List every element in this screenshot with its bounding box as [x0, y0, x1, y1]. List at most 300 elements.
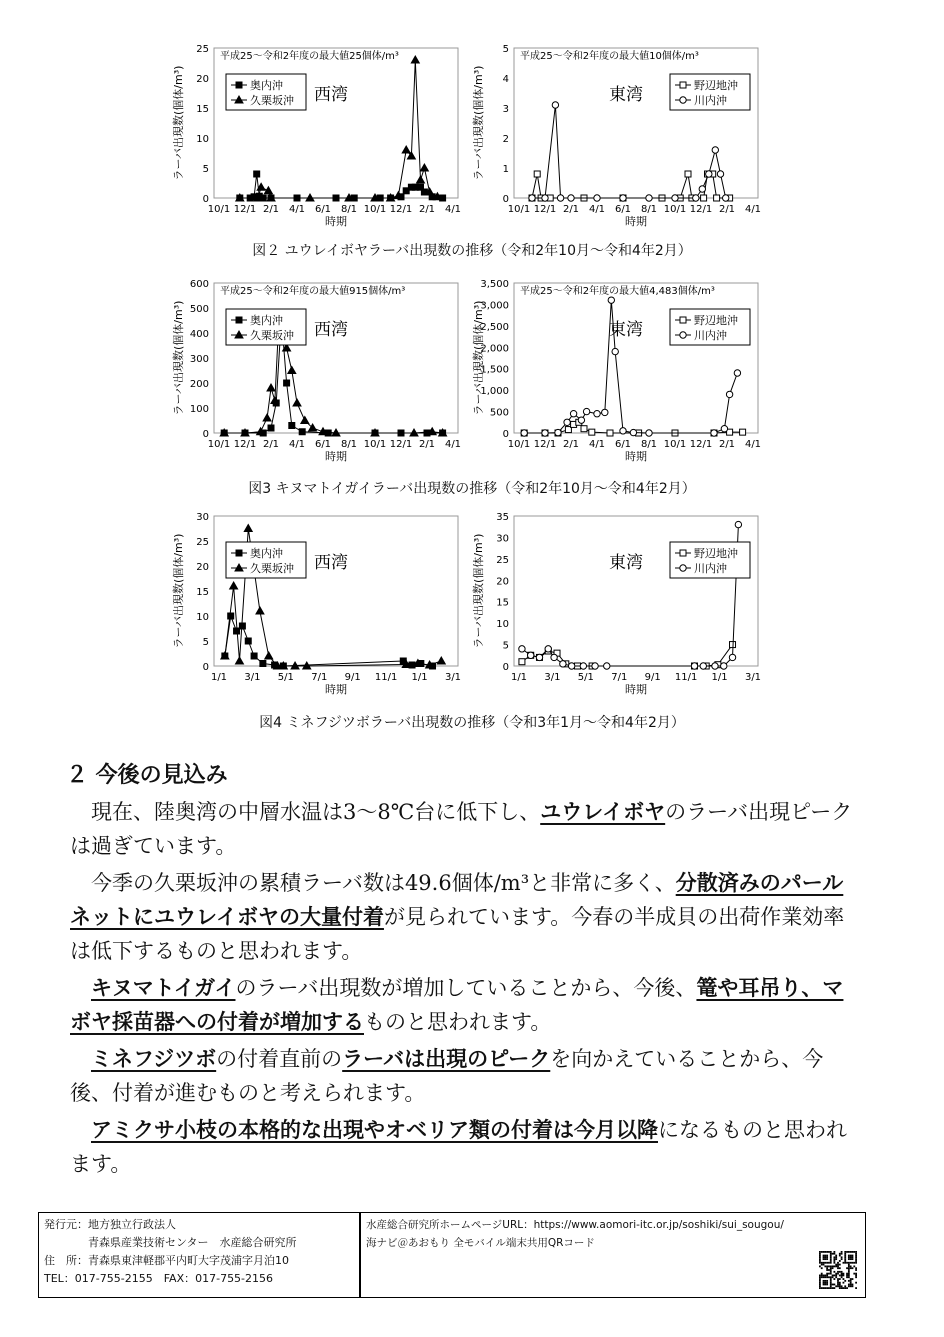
qr-module	[830, 1278, 832, 1280]
qr-module	[824, 1287, 826, 1289]
figure-2	[170, 40, 770, 240]
x-tick-label: 1/1	[411, 672, 428, 683]
y-tick-label: 10	[196, 134, 209, 145]
legend-entry: 奥内沖	[250, 547, 283, 560]
qr-module	[846, 1262, 848, 1264]
data-point	[607, 430, 613, 436]
qr-module	[855, 1275, 857, 1277]
qr-module	[844, 1260, 846, 1262]
qr-module	[833, 1256, 835, 1258]
data-point	[230, 582, 238, 589]
data-point	[726, 391, 732, 397]
qr-module	[826, 1275, 828, 1277]
data-point	[417, 176, 425, 183]
qr-module	[839, 1271, 841, 1273]
emphasis-text: 篭や耳吊り、マボヤ採苗器への付着が増加する	[70, 976, 844, 1034]
qr-module	[833, 1258, 835, 1260]
qr-module	[850, 1256, 852, 1258]
qr-module	[848, 1284, 850, 1286]
qr-module	[841, 1273, 843, 1275]
data-point	[420, 164, 428, 171]
qr-module	[833, 1271, 835, 1273]
qr-module	[832, 1265, 834, 1267]
y-tick-label: 25	[196, 537, 209, 548]
qr-module	[833, 1265, 835, 1267]
qr-module	[826, 1282, 828, 1284]
y-tick-label: 5	[502, 44, 509, 55]
legend-marker	[236, 550, 242, 556]
qr-module	[846, 1275, 848, 1277]
qr-module	[844, 1255, 846, 1257]
qr-module	[830, 1265, 832, 1267]
qr-module	[830, 1285, 832, 1287]
qr-module	[830, 1284, 832, 1286]
qr-module	[826, 1287, 828, 1289]
x-tick-label: 3/1	[244, 672, 261, 683]
y-tick-label: 0	[502, 194, 509, 205]
qr-module	[839, 1282, 841, 1284]
y-tick-label: 30	[196, 512, 209, 523]
paragraph	[70, 1113, 860, 1181]
x-tick-label: 7/1	[311, 672, 328, 683]
qr-module	[852, 1258, 854, 1260]
qr-module	[823, 1251, 825, 1253]
qr-module	[843, 1275, 845, 1277]
qr-module	[824, 1258, 826, 1260]
data-point	[519, 659, 525, 665]
x-tick-label: 12/1	[533, 439, 557, 450]
qr-module	[826, 1273, 828, 1275]
data-point	[228, 613, 234, 619]
x-tick-label: 2/1	[262, 439, 280, 450]
qr-module	[824, 1256, 826, 1258]
qr-module	[819, 1258, 821, 1260]
data-point	[594, 195, 600, 201]
qr-module	[839, 1284, 841, 1286]
qr-module	[824, 1284, 826, 1286]
data-point	[717, 171, 723, 177]
emphasis-text: キヌマトイガイ	[91, 976, 236, 1000]
qr-module	[850, 1280, 852, 1282]
qr-module	[819, 1287, 821, 1289]
qr-module	[835, 1264, 837, 1266]
data-point	[293, 399, 301, 406]
qr-module	[832, 1267, 834, 1269]
emphasis-text: ユウレイボヤ	[540, 800, 666, 824]
section-title: ２ 今後の見込み	[66, 763, 228, 788]
qr-module	[855, 1276, 857, 1278]
y-tick-label: 400	[189, 329, 209, 340]
qr-module	[855, 1258, 857, 1260]
qr-module	[824, 1262, 826, 1264]
x-tick-label: 4/1	[288, 204, 306, 215]
y-tick-label: 0	[202, 662, 209, 673]
qr-module	[832, 1275, 834, 1277]
qr-module	[839, 1285, 841, 1287]
y-tick-label: 0	[202, 429, 209, 440]
qr-module	[853, 1273, 855, 1275]
legend-marker	[680, 82, 686, 88]
x-tick-label: 4/1	[444, 204, 462, 215]
qr-module	[819, 1251, 821, 1253]
x-tick-label: 1/1	[510, 672, 528, 683]
paragraph	[70, 1042, 860, 1110]
plot-frame	[514, 516, 758, 666]
data-point	[545, 646, 551, 652]
chart-fig2-right	[470, 40, 770, 235]
emphasis-text: 分散済みのパールネットにユウレイボヤの大量付着	[70, 871, 844, 929]
qr-module	[830, 1280, 832, 1282]
qr-module	[852, 1255, 854, 1257]
legend-entry: 野辺地沖	[694, 79, 738, 92]
qr-module	[855, 1267, 857, 1269]
x-tick-label: 10/1	[663, 204, 687, 215]
qr-module	[823, 1280, 825, 1282]
qr-module	[830, 1253, 832, 1255]
qr-module	[839, 1253, 841, 1255]
y-tick-label: 10	[496, 619, 509, 631]
x-tick-label: 5/1	[277, 672, 294, 683]
qr-module	[841, 1256, 843, 1258]
data-point	[589, 429, 595, 435]
y-tick-label: 3,000	[480, 300, 509, 312]
qr-module	[824, 1280, 826, 1282]
qr-module	[848, 1269, 850, 1271]
plot-frame	[514, 283, 758, 433]
qr-module	[830, 1267, 832, 1269]
qr-module	[828, 1265, 830, 1267]
x-tick-label: 1/1	[711, 672, 728, 683]
y-tick-label: 25	[196, 44, 209, 55]
qr-module	[830, 1282, 832, 1284]
qr-module	[823, 1282, 825, 1284]
data-point	[578, 417, 584, 423]
y-tick-label: 25	[496, 554, 509, 566]
x-tick-label: 6/1	[314, 439, 332, 450]
qr-module	[821, 1251, 823, 1253]
data-point	[721, 426, 727, 432]
x-tick-label: 2/1	[418, 439, 436, 450]
bay-label: 西湾	[314, 553, 348, 573]
qr-module	[835, 1276, 837, 1278]
qr-module	[826, 1251, 828, 1253]
data-point	[723, 195, 729, 201]
qr-module	[848, 1251, 850, 1253]
publisher-info-box	[38, 1212, 360, 1298]
paragraph	[70, 795, 860, 863]
qr-module	[823, 1262, 825, 1264]
paragraph-text: ものと思われます。	[364, 1010, 552, 1034]
qr-module	[833, 1287, 835, 1289]
data-point	[712, 663, 718, 669]
data-point	[699, 186, 705, 192]
paragraph-text: の付着直前の	[216, 1047, 343, 1071]
y-tick-label: 15	[496, 597, 509, 609]
qr-module	[830, 1258, 832, 1260]
qr-module	[824, 1265, 826, 1267]
y-axis-label: ラーバ出現数(個体/m³)	[172, 65, 185, 181]
x-tick-label: 2/1	[562, 439, 580, 450]
section-body	[70, 795, 860, 1184]
data-point	[528, 652, 534, 658]
x-tick-label: 9/1	[644, 672, 661, 683]
qr-module	[837, 1282, 839, 1284]
x-tick-label: 12/1	[689, 439, 713, 450]
qr-module	[848, 1255, 850, 1257]
qr-module	[821, 1273, 823, 1275]
bay-label: 西湾	[314, 320, 348, 340]
qr-module	[843, 1282, 845, 1284]
legend-marker	[680, 317, 686, 323]
emphasis-text: アミクサ小枝の本格的な出現やオベリア類の付着は今月以降	[91, 1118, 658, 1142]
data-point	[552, 102, 558, 108]
qr-code-icon[interactable]	[819, 1251, 857, 1289]
qr-module	[850, 1267, 852, 1269]
y-tick-label: 0	[502, 662, 509, 673]
qr-module	[819, 1284, 821, 1286]
y-tick-label: 600	[189, 279, 209, 290]
qr-module	[848, 1271, 850, 1273]
x-tick-label: 2/1	[562, 204, 580, 215]
data-point	[691, 663, 697, 669]
qr-module	[844, 1262, 846, 1264]
y-tick-label: 30	[496, 533, 509, 545]
x-tick-label: 8/1	[640, 204, 658, 215]
qr-module	[821, 1275, 823, 1277]
qr-module	[830, 1256, 832, 1258]
y-tick-label: 2	[502, 134, 509, 145]
data-point	[536, 654, 542, 660]
y-tick-label: 4	[502, 74, 509, 85]
qr-module	[830, 1262, 832, 1264]
qr-module	[828, 1273, 830, 1275]
series-line	[532, 105, 726, 198]
qr-module	[835, 1258, 837, 1260]
x-tick-label: 6/1	[614, 439, 632, 450]
data-point	[244, 525, 252, 532]
qr-module	[837, 1271, 839, 1273]
qr-module	[844, 1256, 846, 1258]
y-tick-label: 20	[496, 576, 509, 588]
website-info-box	[360, 1212, 866, 1298]
qr-module	[819, 1265, 821, 1267]
data-point	[299, 429, 305, 435]
data-point	[260, 661, 266, 667]
paragraph-text: 現在、陸奥湾の中層水温は3～8℃台に低下し、	[91, 800, 541, 824]
data-point	[542, 430, 548, 436]
qr-module	[837, 1262, 839, 1264]
legend-entry: 奥内沖	[250, 79, 283, 92]
legend-marker	[680, 550, 686, 556]
qr-module	[819, 1260, 821, 1262]
data-point	[555, 429, 561, 435]
bay-label: 東湾	[609, 85, 643, 105]
qr-module	[819, 1256, 821, 1258]
qr-module	[830, 1269, 832, 1271]
qr-module	[841, 1253, 843, 1255]
data-point	[288, 367, 296, 374]
series-line	[532, 174, 730, 198]
data-point	[521, 430, 527, 436]
qr-module	[835, 1275, 837, 1277]
paragraph	[70, 971, 860, 1039]
data-point	[602, 409, 608, 415]
x-tick-label: 4/1	[744, 204, 762, 215]
qr-module	[824, 1255, 826, 1257]
qr-module	[852, 1262, 854, 1264]
qr-module	[848, 1280, 850, 1282]
paragraph-text: のラーバ出現ピークは過ぎています。	[70, 800, 853, 858]
bay-label: 東湾	[609, 320, 643, 340]
address-line: 住 所：青森県東津軽郡平内町大字茂浦字月泊10	[44, 1254, 289, 1267]
website-url-line[interactable]: 水産総合研究所ホームページURL：https://www.aomori-itc.or.jp/soshiki/sui_sougou/	[366, 1219, 784, 1231]
x-tick-label: 10/1	[363, 204, 387, 215]
y-axis-label: ラーバ出現数(個体/m³)	[172, 300, 185, 416]
chart-fig4-right	[470, 508, 770, 703]
y-tick-label: 15	[196, 587, 209, 598]
qr-module	[839, 1287, 841, 1289]
qr-module	[826, 1255, 828, 1257]
data-point	[685, 171, 691, 177]
y-tick-label: 1,500	[480, 364, 509, 376]
qr-module	[855, 1253, 857, 1255]
qr-module	[830, 1260, 832, 1262]
qr-module	[850, 1258, 852, 1260]
qr-module	[824, 1251, 826, 1253]
qr-module	[843, 1278, 845, 1280]
y-axis-label: ラーバ出現数(個体/m³)	[472, 65, 485, 181]
paragraph-text: 今季の久栗坂沖の累積ラーバ数は49.6個体/m³と非常に多く、	[91, 871, 676, 895]
x-tick-label: 3/1	[744, 672, 762, 683]
qr-module	[843, 1287, 845, 1289]
x-axis-label: 時期	[625, 215, 647, 228]
qr-module	[839, 1275, 841, 1277]
qr-module	[824, 1276, 826, 1278]
qr-module	[830, 1287, 832, 1289]
legend-entry: 久栗坂沖	[250, 94, 294, 107]
max-value-note: 平成25～令和2年度の最大値4,483個体/m³	[520, 286, 715, 297]
legend-marker	[680, 332, 686, 338]
data-point	[734, 370, 740, 376]
y-tick-label: 500	[489, 407, 509, 419]
chart-fig2-left	[170, 40, 470, 235]
x-tick-label: 10/1	[207, 439, 231, 450]
x-tick-label: 10/1	[507, 439, 531, 450]
data-point	[301, 417, 309, 424]
qr-module	[841, 1276, 843, 1278]
data-point	[570, 411, 576, 417]
emphasis-text: ミネフジツボ	[91, 1047, 217, 1071]
x-tick-label: 10/1	[507, 204, 531, 215]
qr-module	[835, 1273, 837, 1275]
qr-module	[848, 1262, 850, 1264]
legend-marker	[236, 317, 242, 323]
qr-module	[823, 1258, 825, 1260]
qr-module	[832, 1253, 834, 1255]
legend-entry: 奥内沖	[250, 314, 283, 327]
figure-3	[170, 275, 770, 475]
legend-entry: 久栗坂沖	[250, 562, 294, 575]
qr-module	[826, 1280, 828, 1282]
qr-module	[848, 1264, 850, 1266]
data-point	[402, 146, 410, 153]
y-axis-label: ラーバ出現数(個体/m³)	[472, 300, 485, 416]
x-tick-label: 10/1	[663, 439, 687, 450]
legend-entry: 野辺地沖	[694, 547, 738, 560]
y-tick-label: 2,500	[480, 321, 509, 333]
y-tick-label: 5	[502, 640, 509, 652]
data-point	[289, 423, 295, 429]
data-point	[735, 521, 741, 527]
qr-module	[852, 1251, 854, 1253]
qr-module	[830, 1251, 832, 1253]
y-tick-label: 5	[202, 637, 209, 648]
qr-module	[828, 1276, 830, 1278]
y-tick-label: 3	[502, 104, 509, 115]
data-point	[706, 171, 712, 177]
qr-module	[846, 1276, 848, 1278]
qr-module	[833, 1278, 835, 1280]
data-point	[568, 663, 574, 669]
qr-module	[850, 1278, 852, 1280]
paragraph-text: のラーバ出現数が増加していることから、今後、	[235, 976, 697, 1000]
y-tick-label: 500	[189, 304, 209, 315]
chart-fig3-right	[470, 275, 770, 470]
y-tick-label: 15	[196, 104, 209, 115]
y-tick-label: 3,500	[480, 279, 509, 290]
qr-module	[841, 1285, 843, 1287]
qr-module	[855, 1269, 857, 1271]
x-tick-label: 7/1	[611, 672, 628, 683]
data-point	[235, 657, 243, 664]
qr-module	[837, 1264, 839, 1266]
data-point	[646, 195, 652, 201]
qr-module	[848, 1275, 850, 1277]
qr-module	[819, 1276, 821, 1278]
qr-module	[835, 1255, 837, 1257]
data-point	[608, 297, 614, 303]
figure-4	[170, 508, 770, 708]
qr-module	[821, 1287, 823, 1289]
qr-module	[826, 1269, 828, 1271]
qr-module	[841, 1275, 843, 1277]
paragraph-text: になるものと思われます。	[70, 1118, 847, 1176]
qr-module	[832, 1284, 834, 1286]
qr-module	[823, 1264, 825, 1266]
data-point	[267, 384, 275, 391]
qr-module	[821, 1276, 823, 1278]
paragraph	[70, 866, 860, 968]
data-point	[711, 430, 717, 436]
qr-module	[824, 1282, 826, 1284]
max-value-note: 平成25～令和2年度の最大値915個体/m³	[220, 286, 406, 297]
x-tick-label: 12/1	[689, 204, 713, 215]
qr-module	[848, 1273, 850, 1275]
x-tick-label: 4/1	[588, 439, 606, 450]
qr-module	[819, 1282, 821, 1284]
qr-module	[843, 1273, 845, 1275]
qr-module	[823, 1275, 825, 1277]
data-point	[268, 425, 274, 431]
legend-entry: 野辺地沖	[694, 314, 738, 327]
data-point	[701, 195, 707, 201]
qr-module	[826, 1265, 828, 1267]
qr-module	[848, 1285, 850, 1287]
figure-2-caption: 図２ ユウレイボヤラーバ出現数の推移（令和2年10月～令和4年2月）	[252, 243, 692, 259]
qr-module	[833, 1275, 835, 1277]
qr-module	[819, 1253, 821, 1255]
data-point	[256, 607, 264, 614]
